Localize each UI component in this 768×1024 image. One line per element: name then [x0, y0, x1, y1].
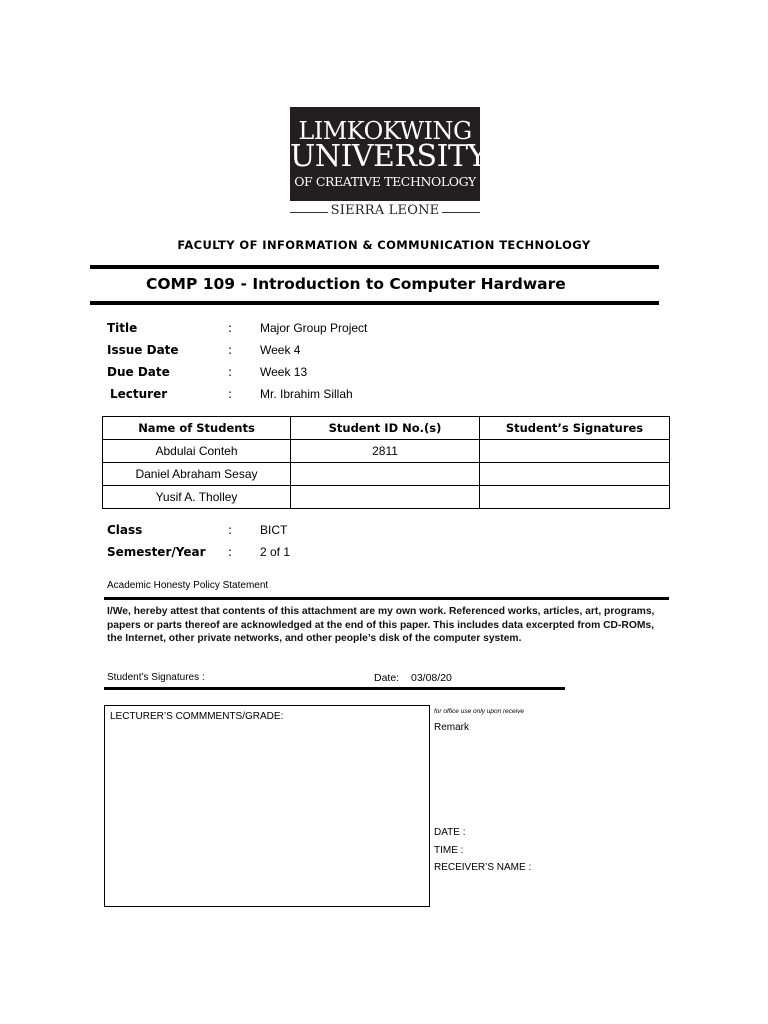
signature-label: Student’s Signatures : — [107, 672, 205, 683]
student-id-cell — [291, 463, 480, 486]
issue-date-label: Issue Date — [107, 343, 179, 357]
table-header-row — [103, 417, 670, 440]
honesty-statement: I/We, hereby attest that contents of this attachment are my own work. Referenced works, articles, art, programs, papers or parts thereof are acknowledged at the end of this paper. This includes data excerpted from CD-ROMs, the Internet, other private networks, and other people’s disk of the computer system. — [107, 606, 655, 644]
header-student-name: Name of Students — [103, 417, 291, 440]
office-use-note: for office use only upon receive — [434, 708, 524, 715]
office-date-label: DATE : — [434, 827, 466, 838]
logo-line-2: UNIVERSITY — [290, 139, 487, 174]
issue-date-colon: : — [228, 343, 233, 357]
semester-label: Semester/Year — [107, 545, 206, 559]
student-name-cell: Yusif A. Tholley — [103, 486, 291, 509]
title-colon: : — [228, 321, 233, 335]
comments-label: LECTURER’S COMMMENTS/GRADE: — [110, 711, 284, 722]
receiver-name-label: RECEIVER’S NAME : — [434, 862, 532, 873]
lecturer-colon: : — [228, 387, 233, 401]
header-student-signature: Student’s Signatures — [480, 417, 670, 440]
logo-line-3: OF CREATIVE TECHNOLOGY — [294, 174, 476, 189]
due-date-label: Due Date — [107, 365, 170, 379]
semester-value: 2 of 1 — [260, 545, 291, 559]
title-label: Title — [107, 321, 138, 335]
course-title: COMP 109 - Introduction to Computer Hardware — [146, 275, 566, 293]
signature-rule — [104, 687, 565, 690]
student-name-cell: Abdulai Conteh — [103, 440, 291, 463]
class-label: Class — [107, 523, 143, 537]
class-value: BICT — [260, 523, 288, 537]
header-student-id: Student ID No.(s) — [291, 417, 480, 440]
student-signature-cell — [480, 440, 670, 463]
class-colon: : — [228, 523, 233, 537]
honesty-policy-title: Academic Honesty Policy Statement — [107, 580, 269, 591]
due-date-colon: : — [228, 365, 233, 379]
table-row — [103, 440, 670, 463]
course-rule-bottom — [90, 301, 659, 305]
title-value: Major Group Project — [260, 321, 368, 335]
faculty-heading: FACULTY OF INFORMATION & COMMUNICATION TECHNOLOGY — [177, 238, 591, 252]
date-label: Date: — [374, 672, 400, 684]
office-time-label: TIME : — [434, 845, 464, 856]
logo-subtitle: SIERRA LEONE — [330, 203, 440, 218]
students-table — [102, 416, 670, 509]
student-name-cell: Daniel Abraham Sesay — [103, 463, 291, 486]
table-row — [103, 463, 670, 486]
table-row — [103, 486, 670, 509]
university-logo — [290, 107, 487, 201]
student-id-cell — [291, 486, 480, 509]
lecturer-value: Mr. Ibrahim Sillah — [260, 387, 353, 401]
logo-rule-right — [442, 212, 480, 213]
date-value: 03/08/20 — [411, 672, 452, 684]
due-date-value: Week 13 — [260, 365, 308, 379]
student-id-cell: 2811 — [291, 440, 480, 463]
issue-date-value: Week 4 — [260, 343, 301, 357]
remark-label: Remark — [434, 722, 470, 733]
course-rule-top — [90, 265, 659, 269]
student-signature-cell — [480, 486, 670, 509]
logo-rule-left — [290, 212, 328, 213]
lecturer-comments-box — [104, 705, 430, 907]
logo-line-1: LIMKOKWING — [298, 117, 472, 145]
honesty-rule — [104, 597, 669, 600]
semester-colon: : — [228, 545, 233, 559]
lecturer-label: Lecturer — [110, 387, 168, 401]
student-signature-cell — [480, 463, 670, 486]
